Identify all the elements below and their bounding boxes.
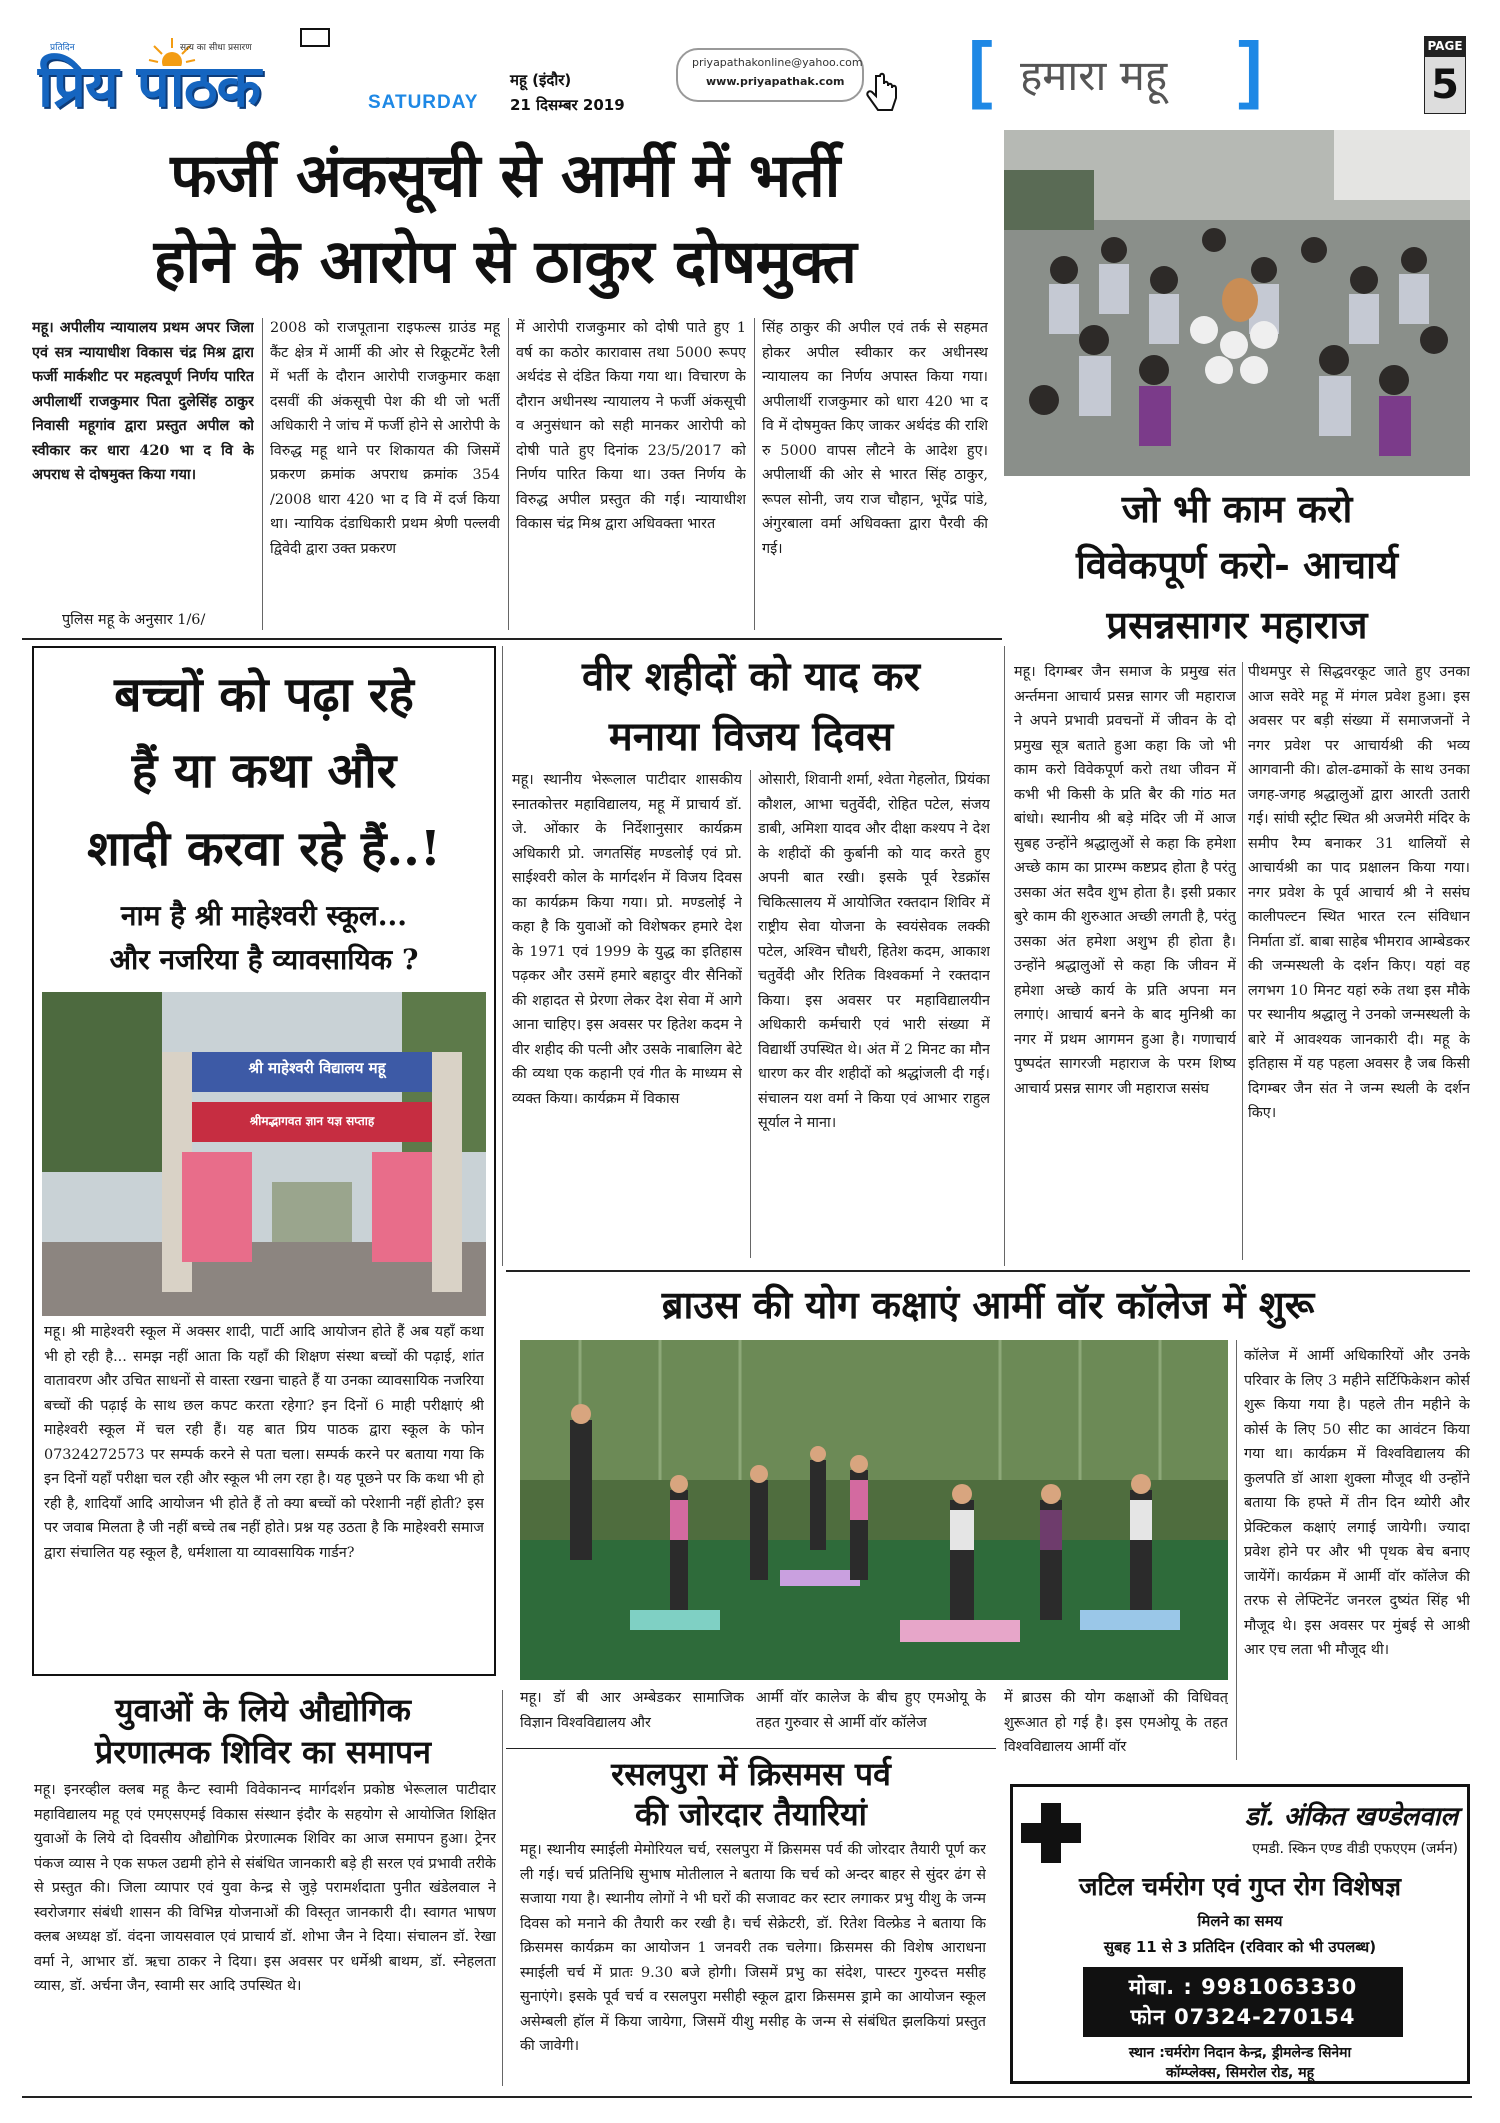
logo-small-label: प्रतिदिन xyxy=(50,43,75,53)
divider xyxy=(1004,646,1005,1266)
story3-body: महू। श्री माहेश्वरी स्कूल में अक्सर शादी, पार्टी आदि आयोजन होते हैं अब यहाँ कथा भी हो रही है... समझ नहीं आता कि यहाँ की शिक्षण संस्था बच्चों की पढ़ाई, शांत वातावरण और उचित साधनों से वास्ता रखना चाहते हैं या उनका व्यावसायिक नजरिया बच्चों की पढ़ाई के साथ छल कपट करता रहेगा? इन दिनों 6 माही परीक्षाएं श्री माहेश्वरी स्कूल में चल रही हैं। यह बात प्रिय पाठक द्वारा स्कूल के फोन 07324272573 पर सम्पर्क करने से पता चला। सम्पर्क करने पर बताया गया कि इन दिनों यहाँ परीक्षा चल रही और स्कूल भी लग रहा है। यह पूछने पर कि कथा भी हो रही है, शादियाँ आदि आयोजन भी होते हैं तो क्या बच्चों को परेशानी नहीं होती? इस पर जवाब मिलता है जी नहीं बच्चे तब नहीं होते। प्रश्न यह उठता है कि माहेश्वरी समाज द्वारा संचालित यह स्कूल है, धर्मशाला या व्यावसायिक गार्डन? xyxy=(44,1324,484,1561)
story5-col4: कॉलेज में आर्मी अधिकारियों और उनके परिवार के लिए 3 महीने सर्टिफिकेशन कोर्स शुरू किया गया है। पहले तीन महीने के कोर्स के लिए 50 सीट का आवंटन किया गया था। कार्यक्रम में विश्वविद्यालय की कुलपति डॉ आशा शुक्ला मौजूद थी उन्होंने बताया कि हफ्ते में तीन दिन थ्योरी और प्रेक्टिकल कक्षाएं लगाई जायेगी। ज्यादा प्रवेश होने पर और भी पृथक बेच बनाए जायेंगें। कार्यक्रम में आर्मी वॉर कॉलेज की तरफ से लेफ्टिनेंट जनरल दुष्यंत सिंह भी मौजूद थे। इस अवसर पर मुंबई से आश्री आर एच लता भी मौजूद थी। xyxy=(1244,1348,1470,1658)
masthead-place: महू (इंदौर) xyxy=(510,71,572,89)
ad-address-line2: कॉम्प्लेक्स, सिमरोल रोड, महू xyxy=(1165,2065,1315,2081)
story5-col3: में ब्राउस की योग कक्षाओं की विधिवत् शुरूआत हो गई है। इस एमओयू के तहत विश्वविद्यालय आर्मी वॉर xyxy=(1004,1690,1228,1755)
ad-mobile[interactable]: मोबा. : 9981063330 xyxy=(1128,1975,1358,1999)
hand-pointer-icon xyxy=(866,72,898,116)
divider xyxy=(1236,1340,1237,1760)
story4-headline-line1: वीर शहीदों को याद कर xyxy=(581,653,921,700)
story1-col3: में आरोपी राजकुमार को दोषी पाते हुए 1 वर्ष का कठोर कारावास तथा 5000 रूपए अर्थदंड से दंडित किया गया था। विचारण के दौरान अधीनस्थ न्यायालय ने फर्जी अंकसूची व अनुसंधान को सही मानकर आरोपी को दोषी पाते हुए दिनांक 23/5/2017 को निर्णय पारित किया था। उक्त निर्णय के विरुद्ध अपील प्रस्तुत की गई। न्यायाधीश विकास चंद्र मिश्र द्वारा अधिवक्ता भारत xyxy=(516,320,746,532)
story7-headline-line1: रसलपुरा में क्रिसमस पर्व xyxy=(611,1755,891,1793)
yoga-class-photo xyxy=(520,1340,1228,1680)
school-gate-photo xyxy=(42,992,486,1316)
story6-headline-line1: युवाओं के लिये औद्योगिक xyxy=(115,1691,411,1729)
divider xyxy=(1242,662,1243,1260)
masthead-date: 21 दिसम्बर 2019 xyxy=(510,96,625,114)
page-bottom-rule xyxy=(22,2096,1472,2098)
story1-headline-line2: होने के आरोप से ठाकुर दोषमुक्त xyxy=(153,227,857,297)
story1-col1: महू। अपीलीय न्यायालय प्रथम अपर जिला एवं सत्र न्यायाधीश विकास चंद्र मिश्र द्वारा फर्जी मार्कशीट पर महत्वपूर्ण निर्णय पारित अपीलार्थी राजकुमार पिता दुलेसिंह ठाकुर निवासी महूगांव द्वारा प्रस्तुत अपील को स्वीकार कर धारा 420 भा द वि के अपराध से दोषमुक्त किया गया। xyxy=(32,319,254,483)
bracket-right: ] xyxy=(1238,27,1263,110)
masthead-day: SATURDAY xyxy=(368,92,479,113)
divider xyxy=(262,318,263,630)
story3-headline-line1: बच्चों को पढ़ा रहे xyxy=(114,667,414,723)
ad-phone[interactable]: फोन 07324-270154 xyxy=(1130,2005,1356,2029)
story2-col2: पीथमपुर से सिद्धवरकूट जाते हुए उनका आज सवेरे महू में मंगल प्रवेश हुआ। इस अवसर पर बड़ी संख्या में समाजजनों ने नगर प्रवेश पर आचार्यश्री की भव्य आगवानी की। ढोल-ढमाकों के साथ उनका जगह-जगह श्रद्धालुओं द्वारा आरती उतारी गई। सांघी स्ट्रीट स्थित श्री अजमेरी मंदिर के समीप रैम्प बनाकर 31 थालियों से आचार्यश्री का पाद प्रक्षालन किया गया। नगर प्रवेश के पूर्व आचार्य श्री ने ससंघ कालीपल्टन स्थित भारत रत्न संविधान निर्माता डॉ. बाबा साहेब भीमराव आम्बेडकर की जन्मस्थली के दर्शन किए। यहां वह लगभग 10 मिनट यहां रुके तथा इस मौके पर स्थानीय श्रद्धालु ने उनको जन्मस्थली के बारे में आवश्यक जानकारी दी। महू के इतिहास में यह पहला अवसर है जब किसी दिगम्बर जैन संत ने जन्म स्थली के दर्शन किए। xyxy=(1248,664,1470,1121)
divider xyxy=(750,770,751,1258)
story3-headline-line2: हैं या कथा और xyxy=(131,743,397,799)
contact-website[interactable]: www.priyapathak.com xyxy=(706,75,845,88)
story1-col4: सिंह ठाकुर की अपील एवं तर्क से सहमत होकर अपील स्वीकार कर अधीनस्थ न्यायालय का निर्णय अपास्त किया गया। अपीलार्थी राजकुमार को धारा 420 भा द वि में दोषमुक्त किए जाकर अर्थदंड की राशि रु 5000 वापस लौटने के आदेश हुए। अपीलार्थी की ओर से भारत सिंह ठाकुर, रूपल सोनी, जय राज चौहान, भूपेंद्र पांडे, अंगुरबाला वर्मा अधिवक्ता द्वारा पैरवी की गई। xyxy=(762,320,988,557)
katha-banner-text: श्रीमद्भागवत ज्ञान यज्ञ सप्ताह xyxy=(249,1114,375,1128)
bracket-left: [ xyxy=(968,27,993,110)
story1-col2: 2008 को राजपूताना राइफल्स ग्राउंड महू कैंट क्षेत्र में आर्मी की ओर से रिक्रूटमेंट रैली में भर्ती के दौरान आरोपी राजकुमार कक्षा दसवीं की अंकसूची पेश की थी जो भर्ती अधिकारी ने जांच में फर्जी होने से आरोपी के विरुद्ध महू थाने पर शिकायत की जिसमें प्रकरण क्रमांक अपराध क्रमांक 354 /2008 धारा 420 भा द वि में दर्ज किया था। न्यायिक दंडाधिकारी प्रथम श्रेणी पल्लवी द्विवेदी द्वारा उक्त प्रकरण xyxy=(270,320,500,557)
crowd-photo xyxy=(1004,130,1470,476)
divider xyxy=(506,1748,996,1749)
logo-title: प्रिय पाठक xyxy=(38,52,261,120)
logo-tagline: सत्य का सीधा प्रसारण xyxy=(180,43,252,53)
story2-headline-line1: जो भी काम करो xyxy=(1121,486,1353,531)
story5-col2: आर्मी वॉर कालेज के बीच हुए एमओयू के तहत गुरुवार से आर्मी वॉर कॉलेज xyxy=(756,1690,986,1731)
page-label: PAGE xyxy=(1424,36,1466,56)
divider xyxy=(508,318,509,630)
story3-subhead-line1: नाम है श्री माहेश्वरी स्कूल... xyxy=(120,899,408,932)
ad-timing: सुबह 11 से 3 प्रतिदिन (रविवार को भी उपलब्ध) xyxy=(1103,1938,1377,1956)
story4-col1: महू। स्थानीय भेरूलाल पाटीदार शासकीय स्नातकोत्तर महाविद्यालय, महू में प्राचार्य डॉ. जे. ओंकार के निर्देशानुसार कार्यक्रम अधिकारी प्रो. जगतसिंह मण्डलोई एवं प्रो. साईश्वरी कोल के मार्गदर्शन में विजय दिवस का कार्यक्रम किया गया। प्रो. मण्डलोई ने कहा है कि युवाओं को विशेषकर हमारे देश के 1971 एवं 1999 के युद्ध का इतिहास पढ़कर और उसमें हमारे बहादुर वीर सैनिकों की शहादत से प्रेरणा लेकर देश सेवा में आगे आना चाहिए। इस अवसर पर हितेश कदम ने वीर शहीद की पत्नी और उसके नाबालिग बेटे की व्यथा एक कहानी एवं गीत के माध्यम से व्यक्त किया। कार्यक्रम में विकास xyxy=(512,772,742,1107)
page-number: 5 xyxy=(1424,56,1466,114)
story6-headline-line2: प्रेरणात्मक शिविर का समापन xyxy=(95,1733,431,1771)
ad-specialty: जटिल चर्मरोग एवं गुप्त रोग विशेषज्ञ xyxy=(1078,1872,1402,1901)
doctor-advertisement[interactable] xyxy=(1010,1784,1470,2084)
story1-headline-line1: फर्जी अंकसूची से आर्मी में भर्ती xyxy=(170,141,840,211)
divider xyxy=(506,1270,1470,1272)
story6-body: महू। इनरव्हील क्लब महू कैन्ट स्वामी विवेकानन्द मार्गदर्शन प्रकोष्ठ भेरूलाल पाटीदार महाविद्यालय महू एवं एमएसएमई विकास संस्थान इंदौर के सहयोग से आयोजित शिक्षित युवाओं के लिये दो दिवसीय औद्योगिक प्रेरणात्मक शिविर का आज समापन हुआ। ट्रेनर पंकज व्यास ने एक सफल उद्यमी होने से संबंधित जानकारी बड़े ही सरल एवं प्रभावी तरीके से प्रस्तुत की। जिला व्यापार एवं युवा केन्द्र से जुड़े परामर्शदाता पुनीत खंडेलवाल ने स्वरोजगार संबंधी शासन की विभिन्न योजनाओं की विस्तृत जानकारी दी। स्वागत भाषण क्लब अध्यक्ष डॉ. वंदना जायसवाल एवं प्राचार्य डॉ. शोभा जैन ने दिया। संचालन डॉ. रेखा वर्मा ने, आभार डॉ. ऋचा ठाकर ने दिया। इस अवसर पर धर्मेश्री बाथम, डॉ. स्नेहलता व्यास, डॉ. अर्चना जैन, स्वामी सर आदि उपस्थित थे। xyxy=(34,1782,496,1994)
divider xyxy=(502,1690,503,2086)
story7-headline-line2: की जोरदार तैयारियां xyxy=(635,1795,867,1833)
medical-cross-icon-bar xyxy=(1021,1823,1081,1843)
story4-col2: ओसारी, शिवानी शर्मा, श्वेता गेहलोत, प्रियंका कौशल, आभा चतुर्वेदी, रोहित पटेल, संजय डाबी, अमिशा यादव और दीक्षा कश्यप ने देश के शहीदों की कुर्बानी को याद करते हुए अपनी बात रखी। इसके पूर्व रेडक्रॉस चिकित्सालय में आयोजित रक्तदान शिविर में राष्ट्रीय सेवा योजना के स्वयंसेवक लक्की पटेल, अश्विन चौधरी, हितेश कदम, आकाश चतुर्वेदी और रितिक विश्वकर्मा ने रक्तदान किया। इस अवसर पर महाविद्यालयीन अधिकारी कर्मचारी एवं भारी संख्या में विद्यार्थी उपस्थित थे। अंत में 2 मिनट का मौन धारण कर वीर शहीदों को श्रद्धांजली दी गई। संचालन यश वर्मा ने किया एवं आभार राहुल सूर्याल ने माना। xyxy=(758,772,990,1131)
story5-col1: महू। डॉ बी आर अम्बेडकर सामाजिक विज्ञान विश्वविद्यालय और xyxy=(520,1690,744,1731)
divider xyxy=(22,638,1002,640)
ad-timing-label: मिलने का समय xyxy=(1197,1912,1283,1930)
ad-phone-box xyxy=(1083,1967,1403,2037)
story3-headline-line3: शादी करवा रहे हैं..! xyxy=(87,821,441,877)
school-sign-text: श्री माहेश्वरी विद्यालय महू xyxy=(248,1059,386,1077)
story7-body: महू। स्थानीय स्माईली मेमोरियल चर्च, रसलपुरा में क्रिसमस पर्व की जोरदार तैयारी पूर्ण कर ली गई। चर्च प्रतिनिधि सुभाष मोतीलाल ने बताया कि चर्च को अन्दर बाहर से सुंदर ढंग से सजाया गया है। स्थानीय लोगों ने भी घरों की सजावट कर स्टार लगाकर प्रभु यीशु के जन्म दिवस को मनाने की तैयारी कर रखी है। चर्च सेक्रेटरी, डॉ. रितेश विल्फ्रेड ने बताया कि क्रिसमस कार्यक्रम का आयोजन 1 जनवरी तक चलेगा। क्रिसमस की विशेष आराधना स्माईली चर्च में प्रातः 9.30 बजे होगी। जिसमें प्रभु का संदेश, पास्टर गुरुदत्त मसीह सुनाएंगे। इसके पूर्व चर्च व रसलपुरा मसीही स्कूल द्वारा क्रिसमस ड्रामे का आयोजन स्कूल असेम्बली हॉल में किया जायेगा, जिसमें यीशु मसीह के जन्म से संबंधित झलकियां प्रस्तुत की जावेगी। xyxy=(520,1842,986,2054)
divider xyxy=(502,646,503,1266)
story5-headline: ब्राउस की योग कक्षाएं आर्मी वॉर कॉलेज में शुरू xyxy=(661,1282,1315,1327)
divider xyxy=(754,318,755,630)
contact-email[interactable]: priyapathakonline@yahoo.com xyxy=(692,56,863,69)
story4-headline-line2: मनाया विजय दिवस xyxy=(608,713,894,760)
ad-address-line1: स्थान :चर्मरोग निदान केन्द्र, ड्रीमलेन्ड सिनेमा xyxy=(1128,2045,1352,2061)
story2-headline-line3: प्रसन्नसागर महाराज xyxy=(1106,602,1368,647)
story3-subhead-line2: और नजरिया है व्यावसायिक ? xyxy=(109,943,419,976)
ad-degree: एमडी. स्किन एण्ड वीडी एफएएम (जर्मन) xyxy=(1252,1841,1458,1857)
masthead-logo[interactable] xyxy=(30,36,320,128)
section-title: हमारा महू xyxy=(1020,51,1168,100)
story2-headline-line2: विवेकपूर्ण करो- आचार्य xyxy=(1076,542,1398,587)
story1-col1-tail: पुलिस महू के अनुसार 1/6/ xyxy=(62,612,206,628)
story2-col1: महू। दिगम्बर जैन समाज के प्रमुख संत अर्न्तमना आचार्य प्रसन्न सागर जी महाराज ने अपने प्रभावी प्रवचनों में जीवन के दो प्रमुख सूत्र बताते हुआ कहा कि जो भी काम करो विवेकपूर्ण करो तथा जीवन में कभी भी किसी के प्रति बैर की गांठ मत बांधो। स्थानीय श्री बड़े मंदिर जी में आज सुबह उन्होंने श्रद्धालुओं से कहा कि हमेशा अच्छे काम का प्रारम्भ कष्टप्रद होता है परंतु उसका अंत सदैव शुभ होता है। इसी प्रकार बुरे काम की शुरुआत अच्छी लगती है, परंतु उसका अंत हमेशा अशुभ ही होता है। उन्होंने श्रद्धालुओं से कहा कि जीवन में हमेशा अच्छे कार्य के प्रति अपना मन लगाएं। आचार्य बनने के बाद मुनिश्री का नगर में प्रथम आगमन हुआ है। गणाचार्य पुष्पदंत सागरजी महाराज के परम शिष्य आचार्य प्रसन्न सागर जी महाराज ससंघ xyxy=(1014,664,1236,1097)
ad-doctor-name: डॉ. अंकित खण्डेलवाल xyxy=(1244,1802,1458,1832)
